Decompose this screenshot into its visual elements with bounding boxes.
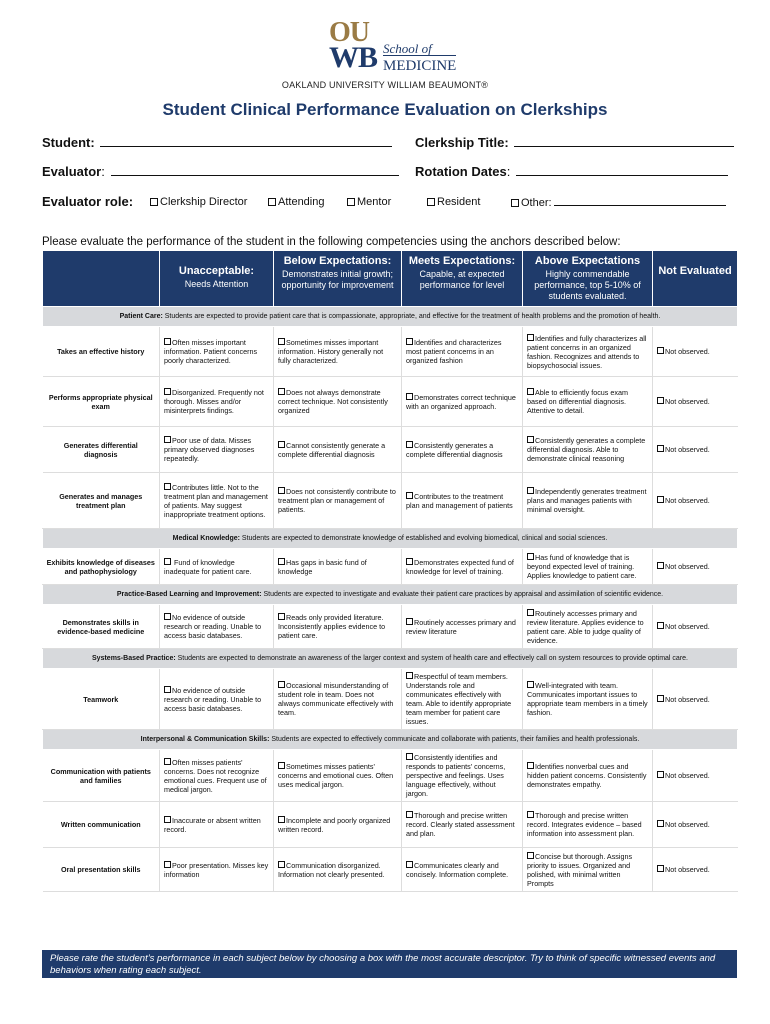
rating-descriptor: Not observed. — [665, 622, 710, 631]
rating-descriptor: Consistently identifies and responds to patients' concerns, perspective and feelings. Uses language effectively, without jargon. — [406, 753, 506, 798]
competency-label: Oral presentation skills — [43, 848, 160, 892]
rating-option[interactable] — [160, 549, 274, 585]
checkbox-icon[interactable] — [527, 811, 534, 818]
rating-descriptor: Cannot consistently generate a complete differential diagnosis — [278, 440, 386, 459]
rating-descriptor: Reads only provided literature. Inconsistently applies evidence to patient care. — [278, 613, 386, 640]
rating-option[interactable] — [160, 473, 274, 529]
checkbox-icon[interactable] — [657, 865, 664, 872]
checkbox-icon[interactable] — [278, 762, 285, 769]
competency-label: Takes an effective history — [43, 327, 160, 377]
competency-label: Generates and manages treatment plan — [43, 473, 160, 529]
checkbox-icon[interactable] — [657, 397, 664, 404]
rotation-dates-colon: : — [506, 164, 511, 179]
competency-label: Exhibits knowledge of diseases and pathophysiology — [43, 549, 160, 585]
checkbox-icon[interactable] — [527, 487, 534, 494]
checkbox-icon[interactable] — [527, 609, 534, 616]
section-header — [43, 649, 738, 669]
section-header — [43, 307, 738, 327]
section-description — [43, 649, 738, 669]
rotation-dates-field — [415, 164, 728, 179]
rating-option[interactable] — [274, 427, 402, 473]
checkbox-icon[interactable] — [278, 338, 285, 345]
rating-descriptor: Incomplete and poorly organized written record. — [278, 815, 391, 834]
rating-descriptor: Routinely accesses primary and review literature — [406, 617, 516, 636]
not-observed-option[interactable] — [653, 327, 738, 377]
rating-descriptor: Identifies and fully characterizes all patient concerns in an organized fashion. Recognizes and attends to biopsychosocial issues. — [527, 333, 647, 370]
rating-descriptor: Consistently generates a complete differential diagnosis — [406, 440, 503, 459]
rating-descriptor: Poor presentation. Misses key information — [164, 860, 269, 879]
checkbox-icon[interactable] — [527, 762, 534, 769]
rating-descriptor: Often misses patients' concerns. Does not recognize emotional cues. Frequent use of medical jargon. — [164, 757, 267, 794]
competency-label: Generates differential diagnosis — [43, 427, 160, 473]
checkbox-icon[interactable] — [164, 613, 171, 620]
checkbox-icon[interactable] — [527, 436, 534, 443]
section-desc-text: Students are expected to demonstrate knowledge of established and evolving biomedical, clinical and social sciences. — [239, 535, 608, 542]
rating-descriptor: Not observed. — [665, 820, 710, 829]
competency-label: Written communication — [43, 802, 160, 848]
rating-descriptor: Often misses important information. Patient concerns poorly characterized. — [164, 338, 258, 365]
checkbox-icon[interactable] — [657, 820, 664, 827]
rating-option[interactable] — [274, 605, 402, 649]
header-subtitle: Capable, at expected performance for level — [419, 269, 505, 290]
checkbox-icon[interactable] — [164, 758, 171, 765]
logo-ou: OU — [329, 17, 369, 48]
rating-descriptor: Occasional misunderstanding of student role in team. Does not always communicate effectively with team. — [278, 681, 394, 717]
logo-medicine: MEDICINE — [383, 55, 456, 75]
competency-row — [43, 377, 738, 427]
section-desc-text: Students are expected to provide patient care that is compassionate, appropriate, and effective for the treatment of health problems and the promotion of health. — [162, 313, 661, 320]
header-title: Unacceptable: — [178, 265, 255, 277]
student-input[interactable] — [100, 135, 392, 147]
rating-descriptor: Not observed. — [665, 694, 710, 704]
not-observed-option[interactable] — [653, 605, 738, 649]
rating-option[interactable] — [274, 848, 402, 892]
checkbox-icon[interactable] — [406, 441, 413, 448]
rating-descriptor: Consistently generates a complete differential diagnosis. Able to demonstrate clinical reasoning — [527, 436, 646, 463]
checkbox-icon[interactable] — [164, 686, 171, 693]
rating-option[interactable] — [274, 669, 402, 730]
checkbox-icon[interactable] — [657, 496, 664, 503]
evaluation-table — [42, 250, 738, 892]
rating-option[interactable] — [274, 802, 402, 848]
checkbox-icon[interactable] — [406, 618, 413, 625]
rating-option[interactable] — [402, 669, 523, 730]
logo-wb: WB — [329, 41, 378, 74]
checkbox-icon[interactable] — [164, 558, 171, 565]
section-description — [43, 529, 738, 549]
rating-descriptor: Thorough and precise written record. Integrates evidence – based information into assessment plan. — [527, 811, 642, 838]
header-unacceptable — [160, 251, 274, 307]
checkbox-icon[interactable] — [278, 388, 285, 395]
role-option-clerkship-director[interactable] — [150, 196, 247, 208]
rating-descriptor: Not observed. — [665, 771, 710, 780]
rating-option[interactable] — [523, 377, 653, 427]
section-description — [43, 307, 738, 327]
checkbox-icon[interactable] — [278, 441, 285, 448]
section-name: Patient Care: — [119, 313, 163, 320]
role-option-attending[interactable] — [268, 196, 324, 208]
rating-descriptor: Routinely accesses primary and review literature. Applies evidence to patient care. Able to judge quality of evidence. — [527, 608, 644, 645]
rating-option[interactable] — [402, 848, 523, 892]
checkbox-icon[interactable] — [657, 695, 664, 702]
rating-descriptor: Not observed. — [665, 397, 710, 406]
checkbox-icon[interactable] — [527, 334, 534, 341]
rating-descriptor: No evidence of outside research or reading. Unable to access basic databases. — [164, 613, 262, 640]
section-name: Practice-Based Learning and Improvement: — [116, 591, 262, 598]
instructions: Please evaluate the performance of the student in the following competencies using the anchors described below: — [42, 236, 621, 248]
checkbox-icon[interactable] — [406, 558, 413, 565]
section-desc-text: Students are expected to investigate and evaluate their patient care practices by appraisal and assimilation of scientific evidence. — [261, 591, 664, 598]
rating-descriptor: No evidence of outside research or reading. Unable to access basic databases. — [164, 685, 262, 713]
checkbox-icon[interactable] — [164, 436, 171, 443]
not-observed-option[interactable] — [653, 750, 738, 802]
section-name: Medical Knowledge: — [172, 535, 240, 542]
section-name: Systems-Based Practice: — [92, 655, 176, 662]
rotation-dates-label: Rotation Dates — [415, 164, 507, 179]
section-desc-text: Students are expected to effectively communicate and collaborate with patients, their families and health professionals. — [269, 736, 640, 743]
header-subtitle: Demonstrates initial growth; opportunity for improvement — [281, 269, 394, 290]
checkbox-icon[interactable] — [657, 771, 664, 778]
checkbox-icon[interactable] — [268, 198, 276, 206]
checkbox-icon[interactable] — [347, 198, 355, 206]
rating-descriptor: Contributes little. Not to the treatment plan and management of patients. May suggest inappropriate treatment options. — [164, 482, 268, 519]
rating-descriptor: Inaccurate or absent written record. — [164, 815, 261, 834]
header-not-evaluated — [653, 251, 738, 307]
competency-row — [43, 473, 738, 529]
rating-option[interactable] — [523, 848, 653, 892]
header-title: Below Expectations: — [283, 255, 392, 267]
rating-descriptor: Not observed. — [665, 347, 710, 356]
checkbox-icon[interactable] — [150, 198, 158, 206]
section-description — [43, 730, 738, 750]
checkbox-icon[interactable] — [164, 483, 171, 490]
rating-descriptor: Identifies nonverbal cues and hidden patient concerns. Consistently demonstrates empathy. — [527, 762, 647, 789]
not-observed-option[interactable] — [653, 549, 738, 585]
header-blank — [43, 251, 160, 307]
checkbox-icon[interactable] — [278, 861, 285, 868]
rating-option[interactable] — [274, 327, 402, 377]
role-label: Attending — [278, 196, 325, 208]
section-header — [43, 730, 738, 750]
rating-descriptor: Not observed. — [665, 562, 710, 571]
rating-descriptor: Able to efficiently focus exam based on differential diagnosis. Attentive to detail. — [527, 388, 628, 415]
rating-option[interactable] — [274, 473, 402, 529]
competency-row — [43, 669, 738, 730]
rating-option[interactable] — [402, 427, 523, 473]
student-label: Student: — [42, 135, 95, 150]
checkbox-icon[interactable] — [406, 753, 413, 760]
rating-descriptor: Sometimes misses patients' concerns and emotional cues. Often uses medical jargon. — [278, 762, 394, 789]
checkbox-icon[interactable] — [278, 816, 285, 823]
role-option-mentor[interactable] — [347, 196, 391, 208]
checkbox-icon[interactable] — [657, 622, 664, 629]
rating-descriptor: Communication disorganized. Information not clearly presented. — [278, 860, 385, 879]
rating-option[interactable] — [402, 750, 523, 802]
school-logo — [325, 17, 457, 78]
checkbox-icon[interactable] — [406, 492, 413, 499]
checkbox-icon[interactable] — [164, 338, 171, 345]
header-title: Meets Expectations: — [408, 255, 516, 267]
rating-descriptor: Demonstrates expected fund of knowledge for level of training. — [406, 557, 514, 576]
rating-descriptor: Identifies and characterizes most patient concerns in an organized fashion — [406, 338, 502, 365]
section-header — [43, 529, 738, 549]
rating-option[interactable] — [402, 473, 523, 529]
evaluator-input[interactable] — [111, 164, 399, 176]
role-option-other[interactable] — [511, 196, 726, 209]
checkbox-icon[interactable] — [427, 198, 435, 206]
page-title: Student Clinical Performance Evaluation on Clerkships — [162, 100, 608, 119]
competency-row — [43, 848, 738, 892]
rating-option[interactable] — [523, 750, 653, 802]
competency-row — [43, 802, 738, 848]
rating-option[interactable] — [523, 802, 653, 848]
checkbox-icon[interactable] — [164, 816, 171, 823]
checkbox-icon[interactable] — [657, 562, 664, 569]
footer-instructions: Please rate the student’s performance in each subject below by choosing a box with the most accurate descriptor. Try to think of specific witnessed events and behaviors when rating each subject. — [42, 950, 737, 978]
rating-option[interactable] — [402, 377, 523, 427]
rating-descriptor: Independently generates treatment plans and manages patients with minimal oversight. — [527, 487, 647, 514]
checkbox-icon[interactable] — [406, 861, 413, 868]
not-observed-option[interactable] — [653, 427, 738, 473]
checkbox-icon[interactable] — [511, 199, 519, 207]
rating-option[interactable] — [402, 802, 523, 848]
checkbox-icon[interactable] — [406, 811, 413, 818]
rating-option[interactable] — [160, 750, 274, 802]
clerkship-title-label: Clerkship Title: — [415, 135, 509, 150]
column-header-row — [43, 251, 738, 307]
rating-option[interactable] — [160, 848, 274, 892]
checkbox-icon[interactable] — [278, 613, 285, 620]
not-observed-option[interactable] — [653, 377, 738, 427]
rating-descriptor: Respectful of team members. Understands role and communicates effectively with team. Able to identify appropriate team member for patient care issues. — [406, 672, 512, 726]
rating-option[interactable] — [523, 327, 653, 377]
rating-option[interactable] — [274, 750, 402, 802]
rating-descriptor: Has fund of knowledge that is beyond expected level of training. Applies knowledge to patient care. — [527, 553, 637, 580]
competency-label: Performs appropriate physical exam — [43, 377, 160, 427]
competency-label: Communication with patients and families — [43, 750, 160, 802]
rating-option[interactable] — [523, 427, 653, 473]
evaluator-field — [42, 164, 399, 179]
competency-row — [43, 327, 738, 377]
rating-option[interactable] — [523, 669, 653, 730]
section-name: Interpersonal & Communication Skills: — [140, 736, 270, 743]
rating-option[interactable] — [523, 549, 653, 585]
header-below — [274, 251, 402, 307]
role-label: Mentor — [357, 196, 392, 208]
rating-option[interactable] — [160, 377, 274, 427]
header-title: Above Expectations — [534, 255, 641, 267]
competency-row — [43, 750, 738, 802]
rating-option[interactable] — [402, 605, 523, 649]
rating-option[interactable] — [160, 802, 274, 848]
role-label: Clerkship Director — [160, 196, 248, 208]
logo-school: School of — [383, 41, 432, 56]
role-option-resident[interactable] — [427, 196, 480, 208]
evaluator-role-label: Evaluator role: — [42, 194, 134, 209]
role-label: Other: — [521, 197, 552, 209]
rating-descriptor: Sometimes misses important information. History generally not fully characterized. — [278, 338, 384, 365]
competency-row — [43, 549, 738, 585]
checkbox-icon[interactable] — [657, 347, 664, 354]
rating-descriptor: Does not consistently contribute to treatment plan or management of patients. — [278, 487, 396, 514]
rating-option[interactable] — [402, 327, 523, 377]
rating-descriptor: Concise but thorough. Assigns priority to issues. Organized and polished, with minimal written Prompts — [527, 851, 633, 888]
rating-descriptor: Not observed. — [665, 445, 710, 454]
section-description — [43, 585, 738, 605]
rotation-dates-input[interactable] — [516, 164, 728, 176]
rating-option[interactable] — [523, 473, 653, 529]
rating-descriptor: Not observed. — [665, 865, 710, 874]
rating-descriptor: Well-integrated with team. Communicates important issues to appropriate team members in a timely fashion. — [527, 681, 648, 717]
checkbox-icon[interactable] — [527, 852, 534, 859]
checkbox-icon[interactable] — [527, 681, 534, 688]
checkbox-icon[interactable] — [164, 861, 171, 868]
not-observed-option[interactable] — [653, 848, 738, 892]
other-role-input[interactable] — [554, 196, 726, 206]
header-title: Not Evaluated — [658, 265, 732, 277]
competency-row — [43, 427, 738, 473]
checkbox-icon[interactable] — [406, 338, 413, 345]
rating-descriptor: Not observed. — [665, 496, 710, 505]
header-subtitle: Highly commendable performance, top 5-10% of students evaluated. — [534, 269, 641, 301]
rating-option[interactable] — [523, 605, 653, 649]
rating-descriptor: Fund of knowledge inadequate for patient care. — [164, 557, 252, 576]
rating-descriptor: Disorganized. Frequently not thorough. Misses and/or misinterprets findings. — [164, 388, 264, 415]
rating-descriptor: Does not always demonstrate correct technique. Not consistently organized — [278, 388, 388, 415]
evaluator-label: Evaluator — [42, 164, 102, 179]
checkbox-icon[interactable] — [657, 445, 664, 452]
checkbox-icon[interactable] — [527, 388, 534, 395]
competency-label: Demonstrates skills in evidence-based medicine — [43, 605, 160, 649]
rating-option[interactable] — [160, 427, 274, 473]
competency-row — [43, 605, 738, 649]
rating-descriptor: Demonstrates correct technique with an organized approach. — [406, 392, 516, 411]
evaluator-colon: : — [101, 164, 105, 179]
not-observed-option[interactable] — [653, 473, 738, 529]
competency-label: Teamwork — [43, 669, 160, 730]
checkbox-icon[interactable] — [406, 393, 413, 400]
rating-option[interactable] — [160, 327, 274, 377]
rating-option[interactable] — [274, 549, 402, 585]
rating-descriptor: Contributes to the treatment plan and management of patients — [406, 491, 513, 510]
rating-option[interactable] — [160, 605, 274, 649]
role-label: Resident — [437, 196, 481, 208]
header-above — [523, 251, 653, 307]
checkbox-icon[interactable] — [406, 672, 413, 679]
rating-descriptor: Communicates clearly and concisely. Information complete. — [406, 860, 509, 879]
institution-name: OAKLAND UNIVERSITY WILLIAM BEAUMONT® — [281, 80, 489, 90]
section-header — [43, 585, 738, 605]
not-observed-option[interactable] — [653, 669, 738, 730]
rating-descriptor: Thorough and precise written record. Clearly stated assessment and plan. — [406, 811, 515, 838]
checkbox-icon[interactable] — [164, 388, 171, 395]
section-desc-text: Students are expected to demonstrate an awareness of the larger context and system of health care and effectively call on system resources to provide optimal care. — [175, 655, 688, 662]
header-subtitle: Needs Attention — [184, 279, 249, 289]
header-meets — [402, 251, 523, 307]
checkbox-icon[interactable] — [278, 487, 285, 494]
clerkship-title-field — [415, 135, 734, 150]
rating-option[interactable] — [402, 549, 523, 585]
checkbox-icon[interactable] — [527, 553, 534, 560]
clerkship-title-input[interactable] — [514, 135, 734, 147]
not-observed-option[interactable] — [653, 802, 738, 848]
rating-option[interactable] — [274, 377, 402, 427]
checkbox-icon[interactable] — [278, 558, 285, 565]
checkbox-icon[interactable] — [278, 681, 285, 688]
student-field — [42, 135, 392, 150]
rating-descriptor: Has gaps in basic fund of knowledge — [278, 557, 367, 576]
rating-descriptor: Poor use of data. Misses primary observed diagnoses repeatedly. — [164, 436, 255, 463]
rating-option[interactable] — [160, 669, 274, 730]
